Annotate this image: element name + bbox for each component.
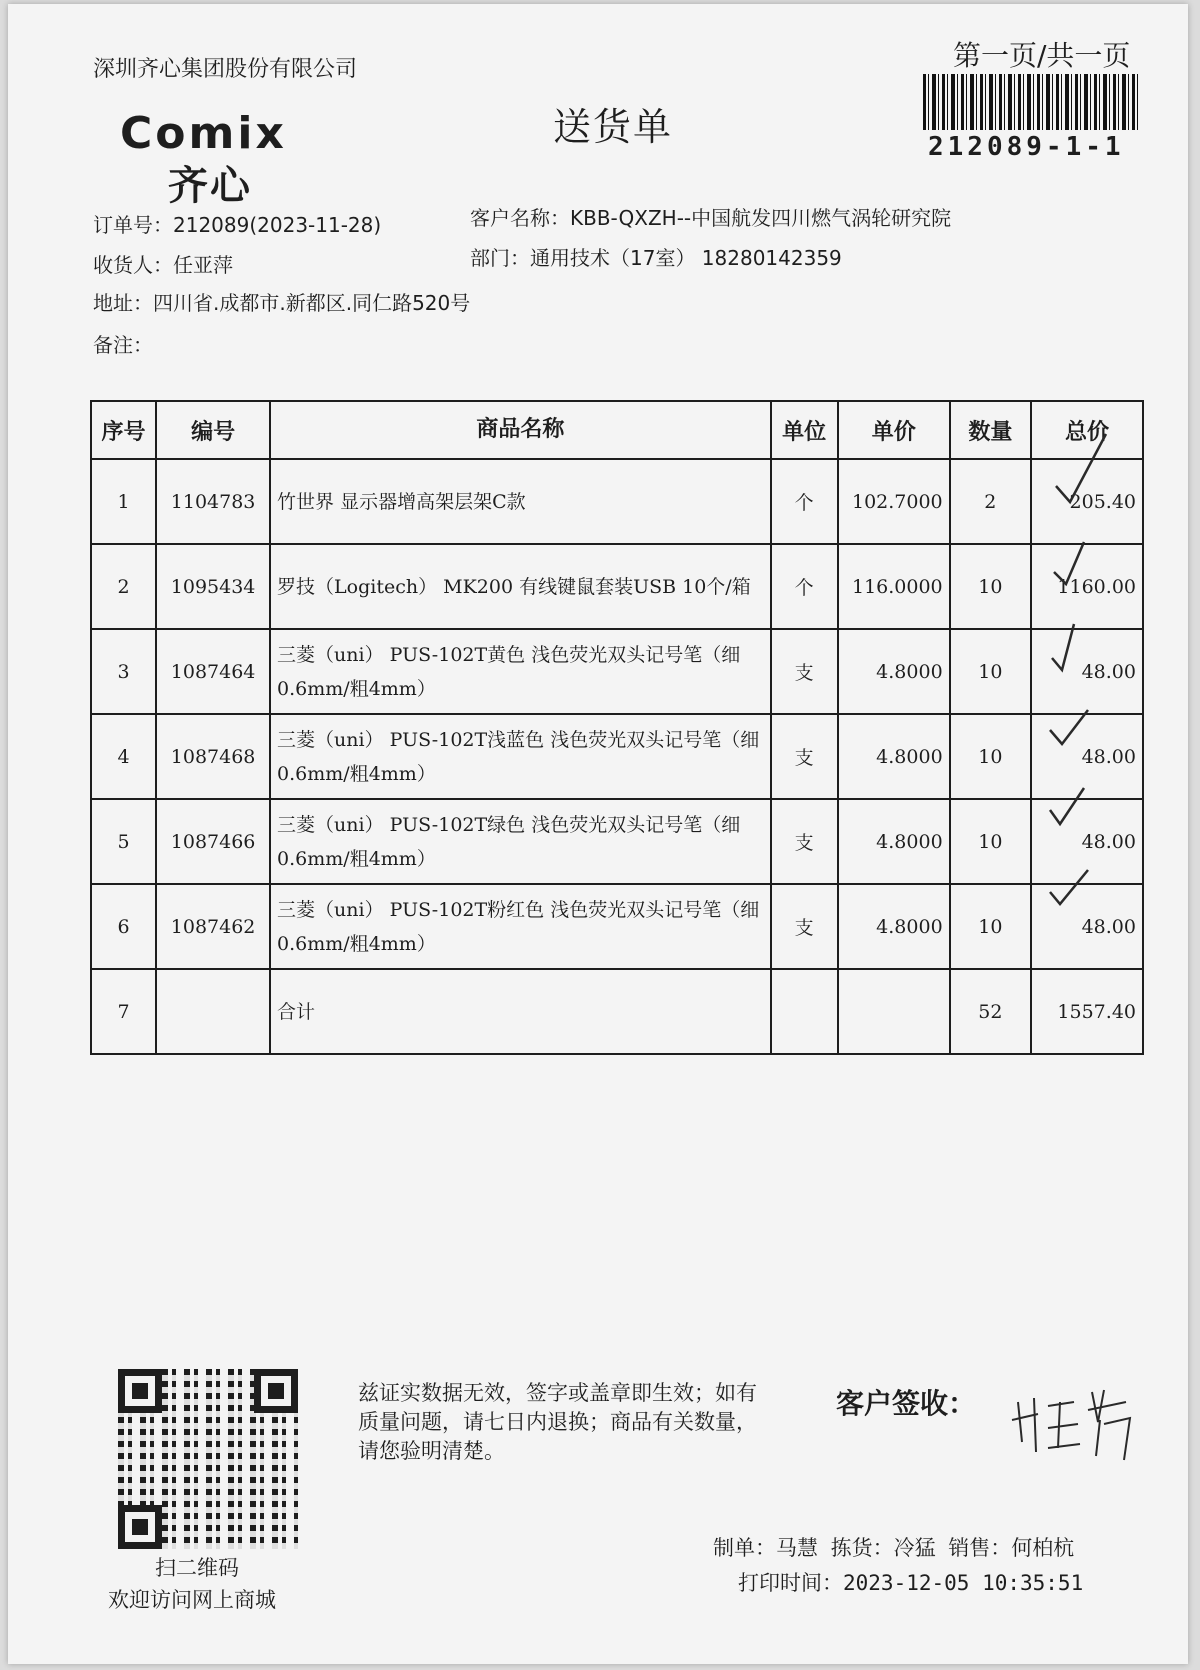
header-unit: 单位: [771, 401, 838, 459]
qixin-logo: 齐心: [168, 163, 252, 209]
handwritten-check-marks: [1048, 424, 1168, 984]
cell-total: 48.00: [1031, 799, 1143, 884]
header-code: 编号: [156, 401, 270, 459]
receiver: 收货人：任亚萍: [93, 253, 233, 277]
document-title: 送货单: [553, 105, 674, 149]
remarks: 备注：: [93, 333, 153, 357]
header-quantity: 数量: [950, 401, 1031, 459]
cell-index: 2: [91, 544, 156, 629]
cell-product-name: 三菱（uni） PUS-102T绿色 浅色荧光双头记号笔（细0.6mm/粗4mm）: [270, 799, 771, 884]
cell-index: 6: [91, 884, 156, 969]
cell-total-label: 合计: [270, 969, 771, 1054]
cell-product-name: 三菱（uni） PUS-102T粉红色 浅色荧光双头记号笔（细0.6mm/粗4mm）: [270, 884, 771, 969]
cell-unit: 支: [771, 799, 838, 884]
qr-finder: [118, 1369, 162, 1413]
header-unit-price: 单价: [838, 401, 950, 459]
cell-total: 205.40: [1031, 459, 1143, 544]
table-row: [91, 714, 1143, 799]
cell-product-name: 竹世界 显示器增高架层架C款: [270, 459, 771, 544]
handwritten-signature: [1008, 1372, 1138, 1462]
qr-finder: [254, 1369, 298, 1413]
cell-total: 48.00: [1031, 714, 1143, 799]
cell-total: 1160.00: [1031, 544, 1143, 629]
qr-finder: [118, 1505, 162, 1549]
cell-index: 3: [91, 629, 156, 714]
table-row: [91, 629, 1143, 714]
cell-total-quantity: 52: [950, 969, 1031, 1054]
table-row: [91, 544, 1143, 629]
check-mark-icon: [1052, 624, 1074, 670]
cell-unit: 支: [771, 714, 838, 799]
cell-unit: [771, 969, 838, 1054]
qr-caption: 扫二维码: [155, 1556, 239, 1580]
staff-info: 制单：马慧 拣货：冷猛 销售：何柏杭: [713, 1536, 1075, 1560]
cell-code: 1104783: [156, 459, 270, 544]
cell-code: 1087462: [156, 884, 270, 969]
cell-index: 1: [91, 459, 156, 544]
cell-code: 1095434: [156, 544, 270, 629]
barcode: [923, 74, 1138, 130]
table-row: [91, 799, 1143, 884]
qr-caption-mall: 欢迎访问网上商城: [108, 1588, 276, 1612]
page-info: 第一页/共一页: [953, 39, 1131, 72]
address: 地址：四川省.成都市.新都区.同仁路520号: [93, 291, 471, 315]
cell-index: 7: [91, 969, 156, 1054]
cell-quantity: 10: [950, 714, 1031, 799]
cell-unit: 支: [771, 884, 838, 969]
header-product-name: 商品名称: [270, 401, 771, 459]
customer-sign-label: 客户签收：: [836, 1387, 977, 1420]
cell-unit-price: 4.8000: [838, 799, 950, 884]
cell-quantity: 10: [950, 799, 1031, 884]
cell-unit-price: 116.0000: [838, 544, 950, 629]
check-mark-icon: [1050, 788, 1084, 824]
cell-code: [156, 969, 270, 1054]
table-total-row: [91, 969, 1143, 1054]
comix-logo: Comix: [120, 108, 287, 159]
customer-name: 客户名称：KBB-QXZH--中国航发四川燃气涡轮研究院: [470, 206, 952, 230]
cell-total: 48.00: [1031, 629, 1143, 714]
company-name: 深圳齐心集团股份有限公司: [93, 57, 358, 82]
cell-code: 1087468: [156, 714, 270, 799]
check-mark-icon: [1050, 870, 1088, 904]
items-table: [90, 400, 1144, 1055]
qr-code: [118, 1369, 298, 1549]
table-header-row: [91, 401, 1143, 459]
cell-unit-price: 4.8000: [838, 629, 950, 714]
cell-product-name: 罗技（Logitech） MK200 有线键鼠套装USB 10个/箱: [270, 544, 771, 629]
cell-index: 4: [91, 714, 156, 799]
header-total: 总价: [1031, 401, 1143, 459]
cell-quantity: 2: [950, 459, 1031, 544]
cell-unit: 个: [771, 544, 838, 629]
department: 部门：通用技术（17室） 18280142359: [470, 246, 842, 270]
cell-grand-total: 1557.40: [1031, 969, 1143, 1054]
notice-text: 兹证实数据无效，签字或盖章即生效；如有质量问题，请七日内退换；商品有关数量，请您验明清楚。: [358, 1381, 757, 1463]
check-mark-icon: [1056, 434, 1106, 502]
cell-code: 1087464: [156, 629, 270, 714]
cell-quantity: 10: [950, 884, 1031, 969]
cell-unit: 支: [771, 629, 838, 714]
cell-unit-price: 102.7000: [838, 459, 950, 544]
barcode-number: 212089-1-1: [928, 132, 1125, 162]
cell-unit: 个: [771, 459, 838, 544]
cell-unit-price: 4.8000: [838, 884, 950, 969]
delivery-note: [8, 4, 1188, 1664]
order-number: 订单号：212089(2023-11-28): [93, 213, 382, 237]
header-index: 序号: [91, 401, 156, 459]
cell-unit-price: 4.8000: [838, 714, 950, 799]
check-mark-icon: [1050, 710, 1088, 744]
print-time: 打印时间：2023-12-05 10:35:51: [738, 1571, 1084, 1595]
cell-index: 5: [91, 799, 156, 884]
cell-product-name: 三菱（uni） PUS-102T浅蓝色 浅色荧光双头记号笔（细0.6mm/粗4mm）: [270, 714, 771, 799]
table-row: [91, 884, 1143, 969]
cell-quantity: 10: [950, 544, 1031, 629]
cell-quantity: 10: [950, 629, 1031, 714]
cell-product-name: 三菱（uni） PUS-102T黄色 浅色荧光双头记号笔（细0.6mm/粗4mm）: [270, 629, 771, 714]
cell-total: 48.00: [1031, 884, 1143, 969]
cell-code: 1087466: [156, 799, 270, 884]
table-row: [91, 459, 1143, 544]
check-mark-icon: [1054, 542, 1084, 584]
cell-unit-price: [838, 969, 950, 1054]
